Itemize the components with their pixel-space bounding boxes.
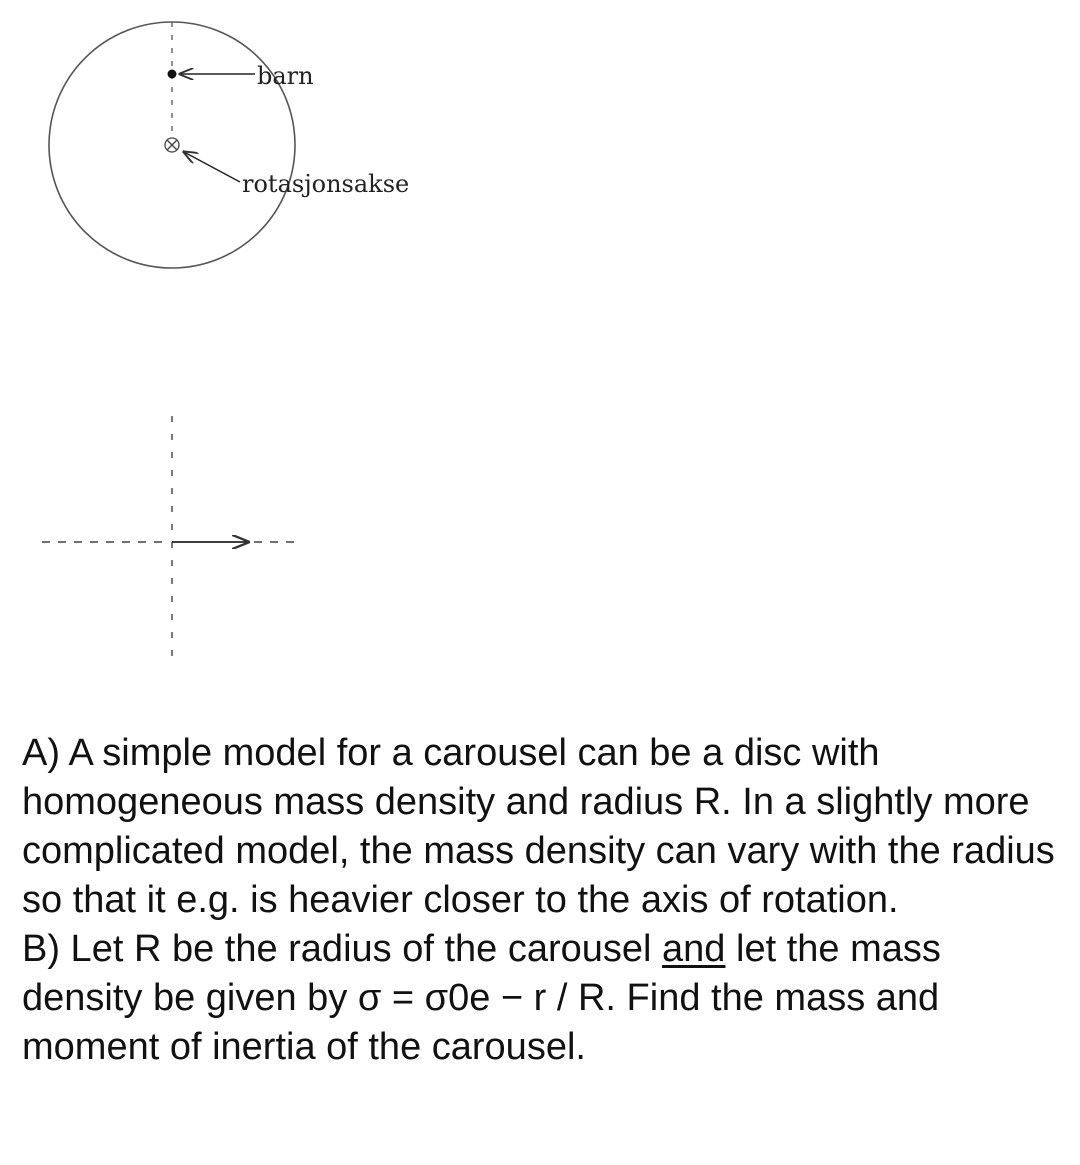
- problem-text: [22, 729, 1062, 1072]
- label-child: barn: [257, 62, 314, 90]
- label-axis: rotasjonsakse: [242, 170, 410, 198]
- part-b-end: let the mass density be given by σ = σ0e − r / R. Find the mass and moment of inertia of the carousel.: [22, 928, 941, 1068]
- problem-part-b: [22, 925, 1062, 1072]
- rotation-axis-icon: [165, 138, 179, 152]
- axis-arrow: [184, 152, 240, 182]
- top-view: [49, 22, 409, 268]
- part-b-start: B) Let R be the radius of the carousel: [22, 928, 663, 970]
- side-view: [42, 416, 300, 668]
- child-dot: [168, 70, 177, 79]
- problem-part-a: A) A simple model for a carousel can be a disc with homogeneous mass density and radius R. In a slightly more complicated model, the mass density can vary with the radius so that it e.g. is heavier closer to the axis of rotation.: [22, 732, 1055, 921]
- part-b-underlined-word: and: [662, 928, 726, 970]
